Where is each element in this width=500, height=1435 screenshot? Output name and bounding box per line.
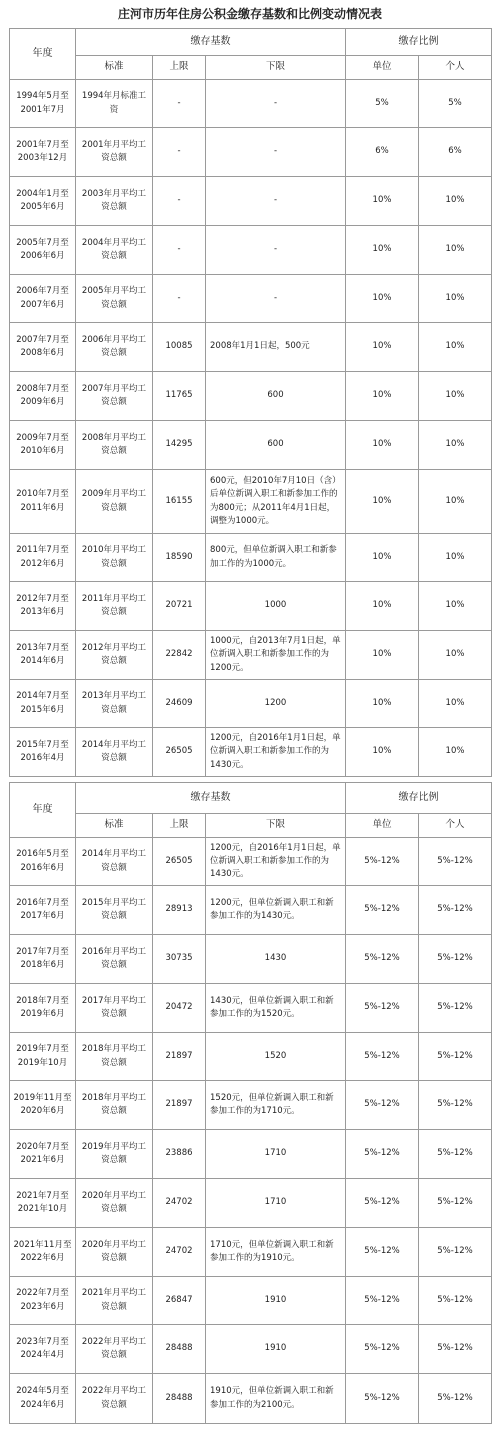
cell-period: 2010年7月至2011年6月 <box>10 470 76 534</box>
cell-standard: 2021年月平均工资总额 <box>76 1277 153 1325</box>
cell-personal: 5%-12% <box>419 1033 492 1081</box>
cell-standard: 2017年月平均工资总额 <box>76 984 153 1033</box>
cell-period: 2011年7月至2012年6月 <box>10 534 76 582</box>
table-row <box>10 886 492 935</box>
cell-unit: 10% <box>346 631 419 680</box>
cell-standard: 2013年月平均工资总额 <box>76 680 153 728</box>
cell-upper: 26847 <box>153 1277 206 1325</box>
subheader-row <box>10 814 492 838</box>
cell-personal: 5%-12% <box>419 1277 492 1325</box>
cell-standard: 2022年月平均工资总额 <box>76 1325 153 1374</box>
cell-lower: - <box>206 226 346 275</box>
cell-personal: 10% <box>419 226 492 275</box>
table-row <box>10 372 492 421</box>
table-row <box>10 728 492 777</box>
cell-personal: 10% <box>419 323 492 372</box>
cell-lower: 2008年1月1日起，500元 <box>206 323 346 372</box>
cell-lower: 1520元，但单位新调入职工和新参加工作的为1710元。 <box>206 1081 346 1130</box>
cell-unit: 10% <box>346 582 419 631</box>
cell-personal: 10% <box>419 680 492 728</box>
cell-period: 2005年7月至2006年6月 <box>10 226 76 275</box>
header-upper: 上限 <box>153 814 206 838</box>
header-upper: 上限 <box>153 56 206 80</box>
header-row <box>10 29 492 56</box>
cell-personal: 5%-12% <box>419 1179 492 1228</box>
cell-standard: 2014年月平均工资总额 <box>76 838 153 886</box>
subheader-row <box>10 56 492 80</box>
cell-standard: 2014年月平均工资总额 <box>76 728 153 777</box>
cell-lower: - <box>206 177 346 226</box>
cell-period: 2004年1月至2005年6月 <box>10 177 76 226</box>
cell-personal: 5%-12% <box>419 984 492 1033</box>
table-row <box>10 1033 492 1081</box>
table-row <box>10 470 492 534</box>
cell-upper: 30735 <box>153 935 206 984</box>
cell-standard: 2009年月平均工资总额 <box>76 470 153 534</box>
cell-unit: 5%-12% <box>346 1374 419 1424</box>
cell-unit: 5%-12% <box>346 1228 419 1277</box>
cell-lower: 1910 <box>206 1325 346 1374</box>
cell-lower: 800元，但单位新调入职工和新参加工作的为1000元。 <box>206 534 346 582</box>
cell-personal: 6% <box>419 128 492 177</box>
page-title: 庄河市历年住房公积金缴存基数和比例变动情况表 <box>117 7 382 21</box>
cell-lower: 1000 <box>206 582 346 631</box>
cell-lower: 1910 <box>206 1277 346 1325</box>
cell-unit: 10% <box>346 275 419 323</box>
cell-lower: - <box>206 80 346 128</box>
cell-personal: 10% <box>419 275 492 323</box>
cell-personal: 10% <box>419 631 492 680</box>
cell-lower: 1710 <box>206 1130 346 1179</box>
cell-unit: 5%-12% <box>346 1277 419 1325</box>
cell-unit: 10% <box>346 323 419 372</box>
table-row <box>10 177 492 226</box>
cell-personal: 10% <box>419 372 492 421</box>
cell-personal: 5%-12% <box>419 1325 492 1374</box>
cell-unit: 5%-12% <box>346 838 419 886</box>
cell-unit: 10% <box>346 226 419 275</box>
cell-personal: 5%-12% <box>419 886 492 935</box>
cell-lower: 1000元，自2013年7月1日起，单位新调入职工和新参加工作的为1200元。 <box>206 631 346 680</box>
table-row <box>10 631 492 680</box>
header-ratio: 缴存比例 <box>346 29 492 56</box>
cell-unit: 5% <box>346 80 419 128</box>
cell-upper: 28913 <box>153 886 206 935</box>
cell-upper: 21897 <box>153 1033 206 1081</box>
cell-lower: 1200 <box>206 680 346 728</box>
cell-personal: 10% <box>419 534 492 582</box>
cell-period: 2018年7月至2019年6月 <box>10 984 76 1033</box>
cell-upper: - <box>153 226 206 275</box>
cell-standard: 2022年月平均工资总额 <box>76 1374 153 1424</box>
cell-personal: 5%-12% <box>419 1130 492 1179</box>
cell-upper: 23886 <box>153 1130 206 1179</box>
cell-upper: 28488 <box>153 1325 206 1374</box>
cell-lower: 1710元，但单位新调入职工和新参加工作的为1910元。 <box>206 1228 346 1277</box>
cell-standard: 2001年月平均工资总额 <box>76 128 153 177</box>
cell-upper: 11765 <box>153 372 206 421</box>
cell-period: 2016年5月至2016年6月 <box>10 838 76 886</box>
cell-standard: 1994年月标准工资 <box>76 80 153 128</box>
header-unit: 单位 <box>346 814 419 838</box>
cell-unit: 5%-12% <box>346 935 419 984</box>
table-row <box>10 1081 492 1130</box>
cell-unit: 10% <box>346 680 419 728</box>
cell-period: 2013年7月至2014年6月 <box>10 631 76 680</box>
table-row <box>10 421 492 470</box>
cell-lower: 1910元，但单位新调入职工和新参加工作的为2100元。 <box>206 1374 346 1424</box>
cell-upper: 28488 <box>153 1374 206 1424</box>
cell-personal: 10% <box>419 421 492 470</box>
table-row <box>10 1277 492 1325</box>
cell-unit: 5%-12% <box>346 1130 419 1179</box>
table-row <box>10 582 492 631</box>
cell-standard: 2008年月平均工资总额 <box>76 421 153 470</box>
header-lower: 下限 <box>206 814 346 838</box>
table-row <box>10 1325 492 1374</box>
cell-standard: 2010年月平均工资总额 <box>76 534 153 582</box>
cell-standard: 2005年月平均工资总额 <box>76 275 153 323</box>
cell-standard: 2004年月平均工资总额 <box>76 226 153 275</box>
cell-unit: 10% <box>346 470 419 534</box>
cell-upper: 24702 <box>153 1228 206 1277</box>
header-base: 缴存基数 <box>76 783 346 814</box>
cell-upper: 21897 <box>153 1081 206 1130</box>
cell-standard: 2019年月平均工资总额 <box>76 1130 153 1179</box>
cell-period: 2022年7月至2023年6月 <box>10 1277 76 1325</box>
cell-upper: 16155 <box>153 470 206 534</box>
cell-period: 2012年7月至2013年6月 <box>10 582 76 631</box>
header-base: 缴存基数 <box>76 29 346 56</box>
table-row <box>10 838 492 886</box>
cell-unit: 5%-12% <box>346 1033 419 1081</box>
header-personal: 个人 <box>419 56 492 80</box>
cell-period: 2001年7月至2003年12月 <box>10 128 76 177</box>
cell-personal: 5%-12% <box>419 1081 492 1130</box>
cell-unit: 6% <box>346 128 419 177</box>
cell-personal: 5%-12% <box>419 1228 492 1277</box>
header-ratio: 缴存比例 <box>346 783 492 814</box>
cell-unit: 10% <box>346 421 419 470</box>
header-year: 年度 <box>10 29 76 80</box>
cell-period: 2007年7月至2008年6月 <box>10 323 76 372</box>
cell-unit: 10% <box>346 372 419 421</box>
cell-period: 2023年7月至2024年4月 <box>10 1325 76 1374</box>
cell-personal: 10% <box>419 177 492 226</box>
cell-upper: 26505 <box>153 838 206 886</box>
cell-lower: 600 <box>206 372 346 421</box>
cell-upper: - <box>153 275 206 323</box>
header-standard: 标准 <box>76 814 153 838</box>
cell-lower: 1200元，但单位新调入职工和新参加工作的为1430元。 <box>206 886 346 935</box>
cell-period: 2021年11月至2022年6月 <box>10 1228 76 1277</box>
cell-lower: 1200元，自2016年1月1日起，单位新调入职工和新参加工作的为1430元。 <box>206 838 346 886</box>
cell-standard: 2006年月平均工资总额 <box>76 323 153 372</box>
cell-upper: - <box>153 128 206 177</box>
cell-unit: 10% <box>346 728 419 777</box>
cell-period: 2014年7月至2015年6月 <box>10 680 76 728</box>
rates-table-1 <box>9 28 492 777</box>
cell-upper: 24702 <box>153 1179 206 1228</box>
table-row <box>10 1374 492 1424</box>
header-lower: 下限 <box>206 56 346 80</box>
table-1-body <box>10 80 492 777</box>
cell-period: 2009年7月至2010年6月 <box>10 421 76 470</box>
cell-lower: 1200元，自2016年1月1日起，单位新调入职工和新参加工作的为1430元。 <box>206 728 346 777</box>
cell-lower: 600元，但2010年7月10日（含）后单位新调入职工和新参加工作的为800元；从2011年4月1日起，调整为1000元。 <box>206 470 346 534</box>
cell-period: 2024年5月至2024年6月 <box>10 1374 76 1424</box>
cell-upper: 10085 <box>153 323 206 372</box>
cell-upper: 14295 <box>153 421 206 470</box>
cell-upper: - <box>153 80 206 128</box>
table-row <box>10 1130 492 1179</box>
cell-period: 2015年7月至2016年4月 <box>10 728 76 777</box>
table-row <box>10 226 492 275</box>
cell-period: 2017年7月至2018年6月 <box>10 935 76 984</box>
cell-lower: 1520 <box>206 1033 346 1081</box>
cell-period: 2019年7月至2019年10月 <box>10 1033 76 1081</box>
header-personal: 个人 <box>419 814 492 838</box>
cell-standard: 2020年月平均工资总额 <box>76 1179 153 1228</box>
cell-lower: 1430 <box>206 935 346 984</box>
table-row <box>10 680 492 728</box>
cell-period: 2021年7月至2021年10月 <box>10 1179 76 1228</box>
cell-personal: 5% <box>419 80 492 128</box>
cell-standard: 2015年月平均工资总额 <box>76 886 153 935</box>
cell-upper: 26505 <box>153 728 206 777</box>
cell-upper: 20472 <box>153 984 206 1033</box>
cell-period: 2020年7月至2021年6月 <box>10 1130 76 1179</box>
cell-lower: 600 <box>206 421 346 470</box>
cell-lower: 1430元，但单位新调入职工和新参加工作的为1520元。 <box>206 984 346 1033</box>
table-row <box>10 1228 492 1277</box>
cell-unit: 5%-12% <box>346 1081 419 1130</box>
table-2-body <box>10 838 492 1424</box>
cell-unit: 5%-12% <box>346 1179 419 1228</box>
cell-unit: 10% <box>346 534 419 582</box>
cell-personal: 10% <box>419 728 492 777</box>
table-row <box>10 275 492 323</box>
cell-upper: 18590 <box>153 534 206 582</box>
table-row <box>10 984 492 1033</box>
header-year: 年度 <box>10 783 76 838</box>
cell-unit: 10% <box>346 177 419 226</box>
cell-personal: 10% <box>419 582 492 631</box>
rates-table-2 <box>9 782 492 1424</box>
cell-personal: 10% <box>419 470 492 534</box>
cell-standard: 2016年月平均工资总额 <box>76 935 153 984</box>
cell-personal: 5%-12% <box>419 935 492 984</box>
cell-period: 2019年11月至2020年6月 <box>10 1081 76 1130</box>
cell-standard: 2007年月平均工资总额 <box>76 372 153 421</box>
cell-standard: 2003年月平均工资总额 <box>76 177 153 226</box>
cell-standard: 2011年月平均工资总额 <box>76 582 153 631</box>
header-row <box>10 783 492 814</box>
cell-lower: - <box>206 128 346 177</box>
cell-period: 2006年7月至2007年6月 <box>10 275 76 323</box>
cell-standard: 2018年月平均工资总额 <box>76 1033 153 1081</box>
cell-unit: 5%-12% <box>346 886 419 935</box>
cell-period: 2008年7月至2009年6月 <box>10 372 76 421</box>
cell-period: 2016年7月至2017年6月 <box>10 886 76 935</box>
cell-standard: 2012年月平均工资总额 <box>76 631 153 680</box>
cell-unit: 5%-12% <box>346 1325 419 1374</box>
table-row <box>10 1179 492 1228</box>
cell-lower: 1710 <box>206 1179 346 1228</box>
cell-standard: 2020年月平均工资总额 <box>76 1228 153 1277</box>
cell-lower: - <box>206 275 346 323</box>
cell-upper: 20721 <box>153 582 206 631</box>
cell-personal: 5%-12% <box>419 838 492 886</box>
cell-period: 1994年5月至2001年7月 <box>10 80 76 128</box>
header-unit: 单位 <box>346 56 419 80</box>
table-row <box>10 534 492 582</box>
cell-upper: 24609 <box>153 680 206 728</box>
header-standard: 标准 <box>76 56 153 80</box>
cell-upper: - <box>153 177 206 226</box>
table-row <box>10 128 492 177</box>
cell-standard: 2018年月平均工资总额 <box>76 1081 153 1130</box>
table-row <box>10 80 492 128</box>
cell-upper: 22842 <box>153 631 206 680</box>
table-row <box>10 935 492 984</box>
cell-personal: 5%-12% <box>419 1374 492 1424</box>
table-row <box>10 323 492 372</box>
cell-unit: 5%-12% <box>346 984 419 1033</box>
